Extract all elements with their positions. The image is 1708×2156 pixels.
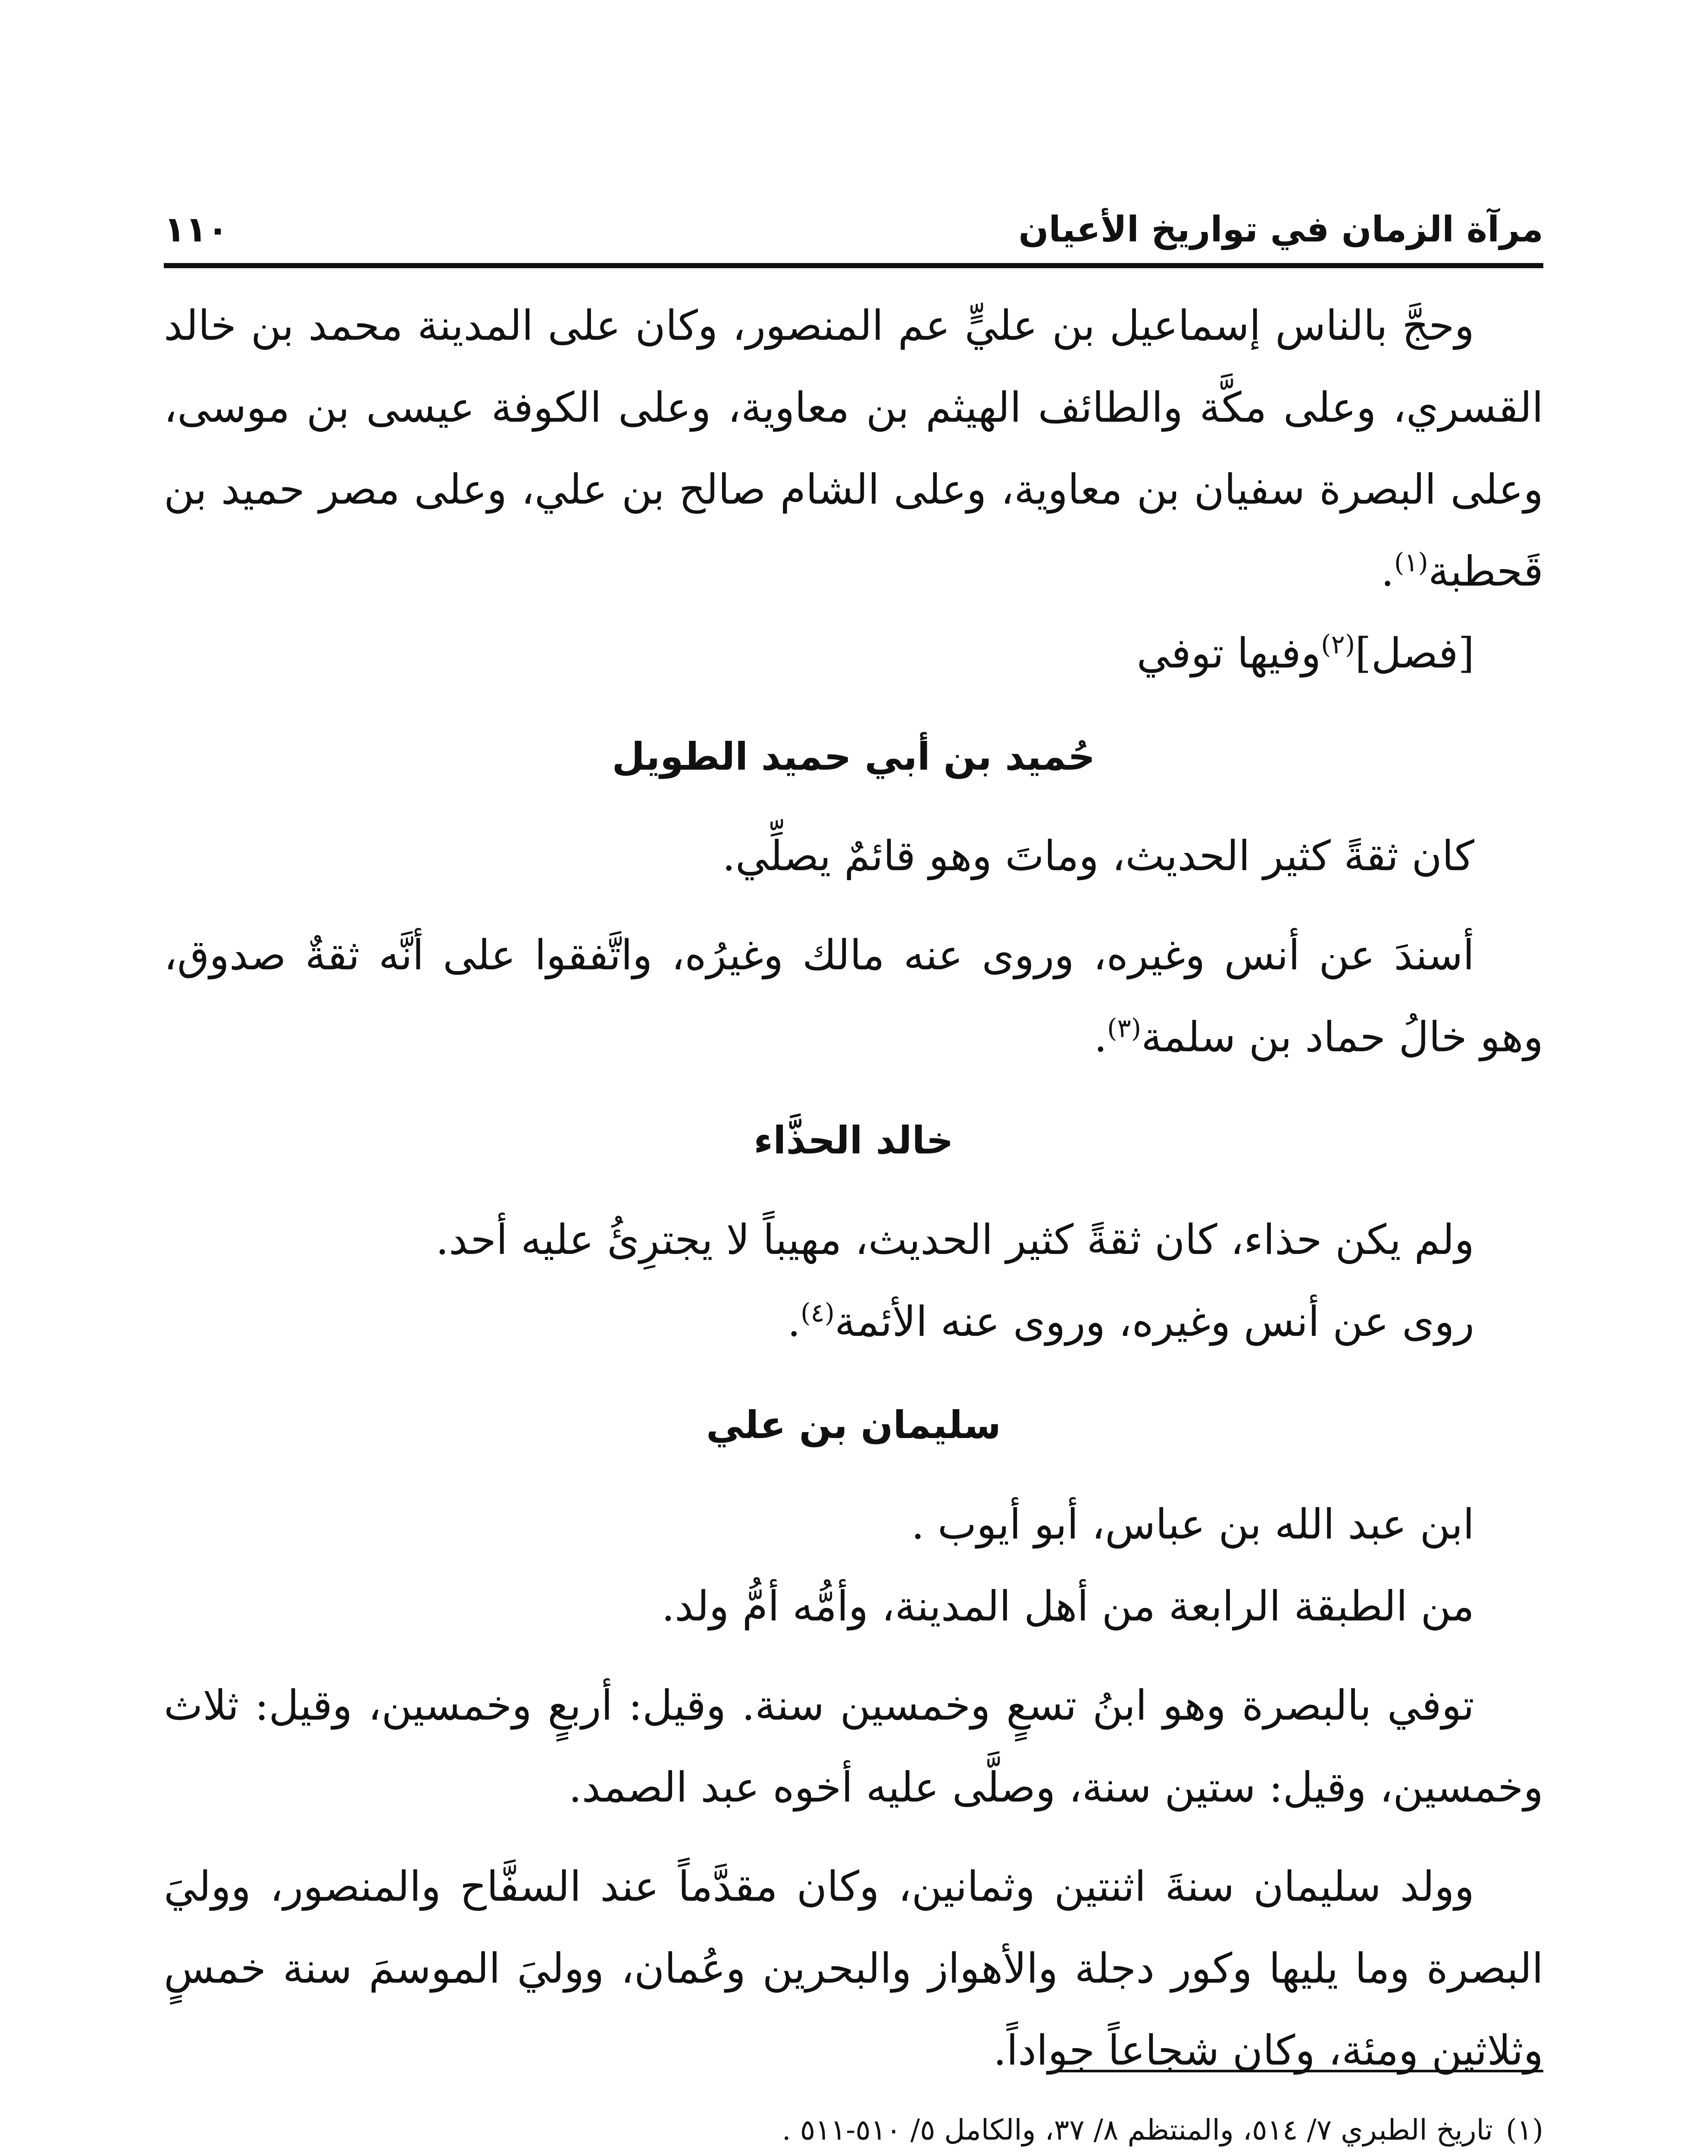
section-title-sulaiman: سليمان بن علي xyxy=(706,1403,1001,1447)
paragraph-khalid-2 xyxy=(164,1281,1543,1363)
paragraph-text: وفيها توفي xyxy=(1136,629,1321,677)
footnote-text: تاريخ الطبري ٧/ ٥١٤، والمنتظم ٨/ ٣٧، والكامل ٥/ ٥١٠-٥١١ . xyxy=(782,2113,1493,2147)
page-number: ١١٠ xyxy=(164,209,229,250)
footnote-number: (١) xyxy=(1506,2113,1543,2147)
paragraph-end: . xyxy=(1381,547,1394,595)
paragraph-sulaiman-4: وولد سليمان سنةَ اثنتين وثمانين، وكان مقدَّماً عند السفَّاح والمنصور، ووليَ البصرة وما يليها وكور دجلة والأهواز والبحرين وعُمان، ووليَ الموسمَ سنة خمسٍ وثلاثين ومئة، وكان شجاعاً جواداً. xyxy=(164,1862,1544,2075)
page-body xyxy=(164,285,1543,2091)
paragraph-sulaiman-3: توفي بالبصرة وهو ابنُ تسعٍ وخمسين سنة. وقيل: أربعٍ وخمسين، وقيل: ثلاث وخمسين، وقيل: ستين سنة، وصلَّى عليه أخوه عبد الصمد. xyxy=(164,1681,1543,1811)
paragraph-text: أسندَ عن أنس وغيره، وروى عنه مالك وغيرُه، واتَّفقوا على أنَّه ثقةٌ صدوق، وهو خالُ حماد بن سلمة xyxy=(164,931,1543,1061)
page-header xyxy=(164,181,1543,268)
section-title-khalid: خالد الحذَّاء xyxy=(754,1118,954,1163)
paragraph-text: روى عن أنس وغيره، وروى عنه الأئمة xyxy=(835,1297,1474,1346)
paragraph-deaths-intro xyxy=(164,612,1543,694)
paragraph-hajj-governors xyxy=(164,285,1543,612)
paragraph-humaid-2 xyxy=(164,914,1543,1078)
footnote-ref-2: (٢) xyxy=(1321,630,1355,660)
footnote-item xyxy=(164,2104,1543,2156)
section-title-humaid: حُميد بن أبي حميد الطويل xyxy=(612,734,1095,779)
paragraph-text: وحجَّ بالناس إسماعيل بن عليٍّ عم المنصور، وكان على المدينة محمد بن خالد القسري، وعلى مكَّة والطائف الهيثم بن معاوية، وعلى الكوفة عيسى بن موسى، وعلى البصرة سفيان بن معاوية، وعلى الشام صالح بن علي، وعلى مصر حميد بن قَحطبة xyxy=(164,301,1543,595)
paragraph-khalid-1: ولم يكن حذاء، كان ثقةً كثير الحديث، مهيباً لا يجترِئُ عليه أحد. xyxy=(435,1216,1474,1264)
footnote-separator xyxy=(1056,2070,1543,2072)
paragraph-sulaiman-2: من الطبقة الرابعة من أهل المدينة، وأمُّه أمُّ ولد. xyxy=(661,1582,1474,1630)
footnote-ref-1: (١) xyxy=(1394,548,1428,578)
paragraph-sulaiman-1: ابن عبد الله بن عباس، أبو أيوب . xyxy=(911,1500,1474,1548)
running-title: مرآة الزمان في تواريخ الأعيان xyxy=(1018,209,1543,250)
section-marker: [فصل] xyxy=(1355,629,1474,677)
footnotes xyxy=(164,2104,1543,2156)
paragraph-humaid-1: كان ثقةً كثير الحديث، وماتَ وهو قائمٌ يصلِّي. xyxy=(722,832,1474,880)
footnote-ref-3: (٣) xyxy=(1107,1013,1142,1044)
paragraph-end: . xyxy=(787,1297,801,1346)
book-page xyxy=(164,164,1543,2156)
footnote-ref-4: (٤) xyxy=(801,1298,835,1328)
paragraph-end: . xyxy=(1094,1013,1107,1061)
